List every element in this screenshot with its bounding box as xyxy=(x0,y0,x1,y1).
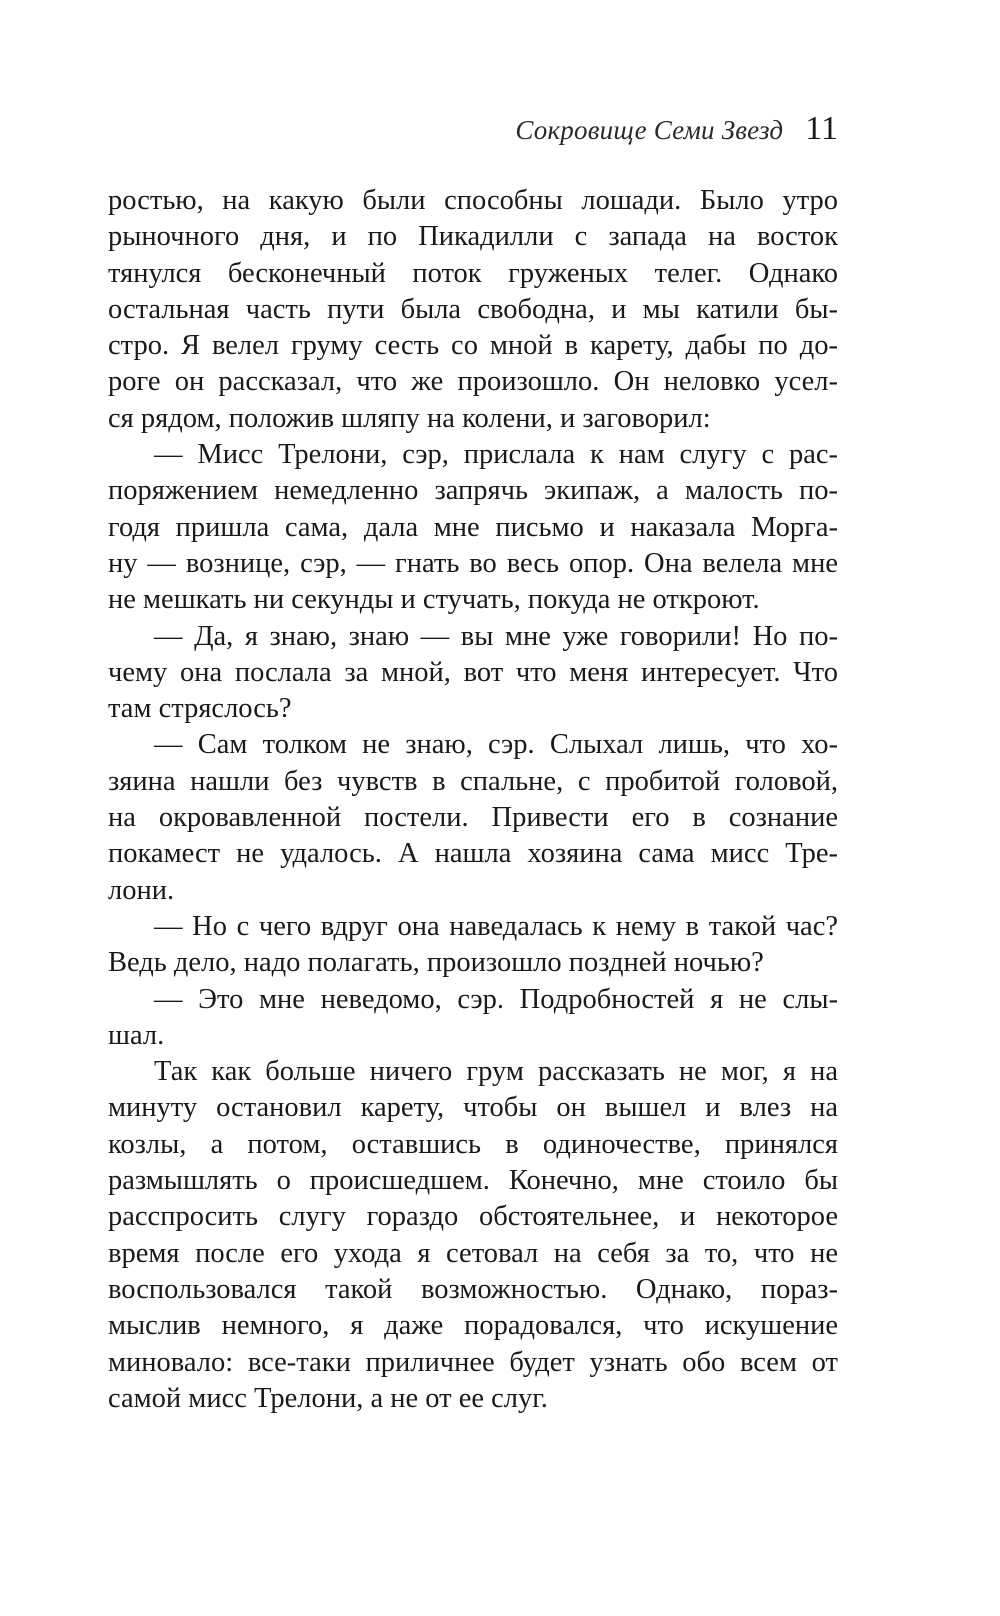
text-line: размышлять о происшедшем. Конечно, мне стоило бы xyxy=(108,1165,838,1197)
page-number: 11 xyxy=(805,110,838,147)
text-line: тянулся бесконечный поток груженых телег. Однако xyxy=(108,257,838,289)
text-line: минуту остановил карету, чтобы он вышел и влез на xyxy=(108,1092,838,1124)
text-line: роге он рассказал, что же произошло. Он неловко усел- xyxy=(108,366,838,398)
text-line: лони. xyxy=(108,874,175,906)
text-line: — Сам толком не знаю, сэр. Слыхал лишь, что хо- xyxy=(154,729,838,761)
text-line: остальная часть пути была свободна, и мы катили бы- xyxy=(108,293,838,325)
text-line: шал. xyxy=(108,1019,165,1051)
running-title: Сокровище Семи Звезд xyxy=(515,115,784,145)
text-line: там стряслось? xyxy=(108,693,292,725)
text-line: Ведь дело, надо полагать, произошло поздней ночью? xyxy=(108,947,764,979)
text-line: козлы, а потом, оставшись в одиночестве, принялся xyxy=(108,1128,838,1160)
text-line: рыночного дня, и по Пикадилли с запада на восток xyxy=(108,221,838,253)
text-line: стро. Я велел груму сесть со мной в карету, дабы по до- xyxy=(108,330,838,362)
running-header xyxy=(108,110,838,160)
text-line: — Мисс Трелони, сэр, прислала к нам слугу с рас- xyxy=(154,439,838,471)
text-line: чему она послала за мной, вот что меня интересует. Что xyxy=(108,656,838,688)
text-line: годя пришла сама, дала мне письмо и наказала Морга- xyxy=(108,511,838,543)
text-line: Так как больше ничего грум рассказать не мог, я на xyxy=(154,1056,838,1088)
text-line: ну — вознице, сэр, — гнать во весь опор. Она велела мне xyxy=(108,547,838,579)
text-line: — Но с чего вдруг она наведалась к нему в такой час? xyxy=(154,910,838,942)
text-line: — Это мне неведомо, сэр. Подробностей я не слы- xyxy=(154,983,838,1015)
text-line: расспросить слугу гораздо обстоятельнее, и некоторое xyxy=(108,1201,838,1233)
text-line: — Да, я знаю, знаю — вы мне уже говорили! Но по- xyxy=(154,620,838,652)
text-line: не мешкать ни секунды и стучать, покуда не откроют. xyxy=(108,584,760,616)
text-line: покамест не удалось. А нашла хозяина сама мисс Тре- xyxy=(108,838,838,870)
text-line: время после его ухода я сетовал на себя за то, что не xyxy=(108,1237,838,1269)
text-line: ся рядом, положив шляпу на колени, и заговорил: xyxy=(108,402,711,434)
text-line: поряжением немедленно запрячь экипаж, а малость по- xyxy=(108,475,838,507)
text-line: воспользовался такой возможностью. Однако, пораз- xyxy=(108,1273,838,1305)
text-line: мыслив немного, я даже порадовался, что искушение xyxy=(108,1310,838,1342)
body-text xyxy=(108,183,838,1417)
text-line: на окровавленной постели. Привести его в сознание xyxy=(108,802,838,834)
text-line: ростью, на какую были способны лошади. Было утро xyxy=(108,185,838,216)
text-line: миновало: все-таки приличнее будет узнать обо всем от xyxy=(108,1346,838,1378)
text-line: самой мисс Трелони, а не от ее слуг. xyxy=(108,1382,548,1414)
text-line: зяина нашли без чувств в спальне, с пробитой головой, xyxy=(108,765,838,797)
